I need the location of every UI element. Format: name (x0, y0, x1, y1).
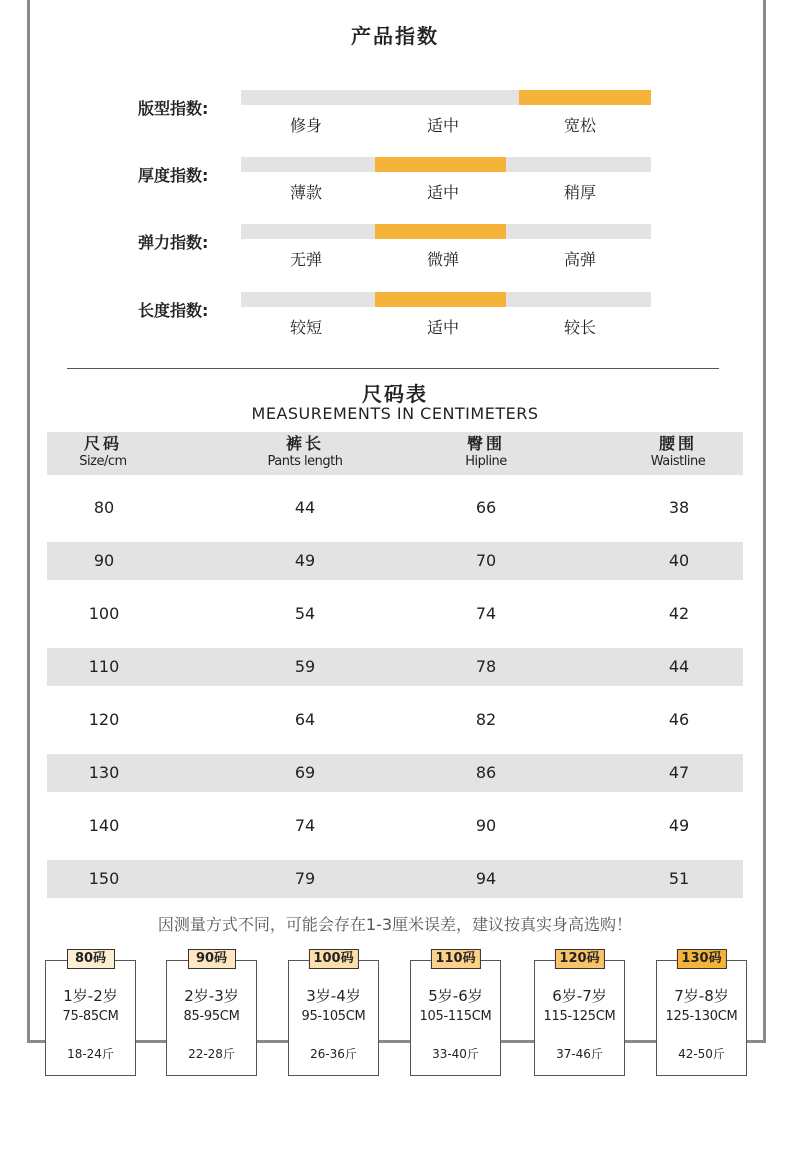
table-cell: 49 (294, 551, 316, 570)
height-range: 75-85CM (62, 1009, 119, 1024)
index-bar (241, 224, 651, 239)
size-chart-title: 尺码表 (362, 382, 428, 406)
table-cell: 74 (475, 604, 497, 623)
weight-range: 42-50斤 (678, 1047, 725, 1061)
table-cell: 51 (668, 869, 690, 888)
table-cell: 140 (88, 816, 120, 835)
table-cell: 40 (668, 551, 690, 570)
age-range: 5岁-6岁 (428, 987, 483, 1005)
table-row (47, 860, 743, 898)
table-cell: 70 (475, 551, 497, 570)
table-cell: 49 (668, 816, 690, 835)
table-cell: 44 (294, 498, 316, 517)
size-chart-subtitle: MEASUREMENTS IN CENTIMETERS (251, 404, 539, 423)
table-row (47, 595, 743, 633)
index-bar (241, 292, 651, 307)
table-cell: 54 (294, 604, 316, 623)
index-bar-selected (519, 90, 651, 105)
index-label: 版型指数: (138, 99, 209, 118)
table-cell: 90 (475, 816, 497, 835)
header-pants-length: 裤长 Pants length (267, 434, 343, 469)
size-tag: 90码 (188, 949, 236, 969)
measurement-note: 因测量方式不同，可能会存在1-3厘米误差，建议按真实身高选购！ (157, 915, 633, 934)
table-row (47, 489, 743, 527)
weight-range: 26-36斤 (310, 1047, 357, 1061)
table-cell: 82 (475, 710, 497, 729)
table-cell: 64 (294, 710, 316, 729)
table-cell: 47 (668, 763, 690, 782)
index-option: 稍厚 (563, 183, 596, 202)
table-cell: 66 (475, 498, 497, 517)
table-cell: 80 (93, 498, 115, 517)
size-card (45, 951, 136, 1076)
age-range: 1岁-2岁 (63, 987, 118, 1005)
weight-range: 37-46斤 (556, 1047, 603, 1061)
size-tag: 120码 (554, 949, 604, 969)
table-cell: 46 (668, 710, 690, 729)
table-cell: 110 (88, 657, 120, 676)
table-cell: 120 (88, 710, 120, 729)
height-range: 115-125CM (543, 1009, 616, 1024)
table-cell: 79 (294, 869, 316, 888)
section-divider (67, 368, 719, 369)
index-label: 长度指数: (138, 301, 209, 320)
index-option: 无弹 (289, 250, 322, 269)
header-waistline: 腰围 Waistline (650, 434, 706, 469)
index-bar-selected (375, 292, 506, 307)
index-bar (241, 90, 651, 105)
index-option: 修身 (289, 116, 322, 135)
table-cell: 59 (294, 657, 316, 676)
size-card (288, 951, 379, 1076)
age-range: 2岁-3岁 (184, 987, 239, 1005)
index-option: 适中 (426, 318, 459, 337)
table-cell: 94 (475, 869, 497, 888)
index-option: 较短 (289, 318, 322, 337)
table-row (47, 754, 743, 792)
index-label: 厚度指数: (138, 166, 209, 185)
table-cell: 100 (88, 604, 120, 623)
table-cell: 69 (294, 763, 316, 782)
table-cell: 90 (93, 551, 115, 570)
age-range: 7岁-8岁 (674, 987, 729, 1005)
table-cell: 44 (668, 657, 690, 676)
index-bar (241, 157, 651, 172)
height-range: 105-115CM (419, 1009, 492, 1024)
table-cell: 130 (88, 763, 120, 782)
index-option: 适中 (426, 116, 459, 135)
table-cell: 42 (668, 604, 690, 623)
header-hipline: 臀围 Hipline (465, 434, 507, 469)
index-option: 宽松 (563, 116, 596, 135)
weight-range: 18-24斤 (67, 1047, 114, 1061)
index-label: 弹力指数: (138, 233, 209, 252)
size-card (656, 951, 747, 1076)
index-option: 薄款 (289, 183, 322, 202)
size-tag: 130码 (676, 949, 726, 969)
index-option: 高弹 (563, 250, 596, 269)
size-card (166, 951, 257, 1076)
table-cell: 38 (668, 498, 690, 517)
index-option: 较长 (563, 318, 596, 337)
table-row (47, 648, 743, 686)
index-option: 微弹 (426, 250, 459, 269)
size-table-header (47, 432, 743, 475)
product-index-title: 产品指数 (351, 24, 439, 48)
table-row (47, 542, 743, 580)
size-card (410, 951, 501, 1076)
height-range: 85-95CM (183, 1009, 240, 1024)
header-size: 尺码 Size/cm (79, 434, 127, 469)
size-card (534, 951, 625, 1076)
weight-range: 33-40斤 (432, 1047, 479, 1061)
table-row (47, 807, 743, 845)
size-tag: 100码 (308, 949, 358, 969)
height-range: 95-105CM (301, 1009, 366, 1024)
index-bar-selected (375, 157, 506, 172)
age-range: 6岁-7岁 (552, 987, 607, 1005)
table-cell: 150 (88, 869, 120, 888)
size-tag: 110码 (430, 949, 480, 969)
size-tag: 80码 (67, 949, 115, 969)
index-bar-selected (375, 224, 506, 239)
index-option: 适中 (426, 183, 459, 202)
weight-range: 22-28斤 (188, 1047, 235, 1061)
table-cell: 74 (294, 816, 316, 835)
table-cell: 78 (475, 657, 497, 676)
table-cell: 86 (475, 763, 497, 782)
height-range: 125-130CM (665, 1009, 738, 1024)
age-range: 3岁-4岁 (306, 987, 361, 1005)
table-row (47, 701, 743, 739)
